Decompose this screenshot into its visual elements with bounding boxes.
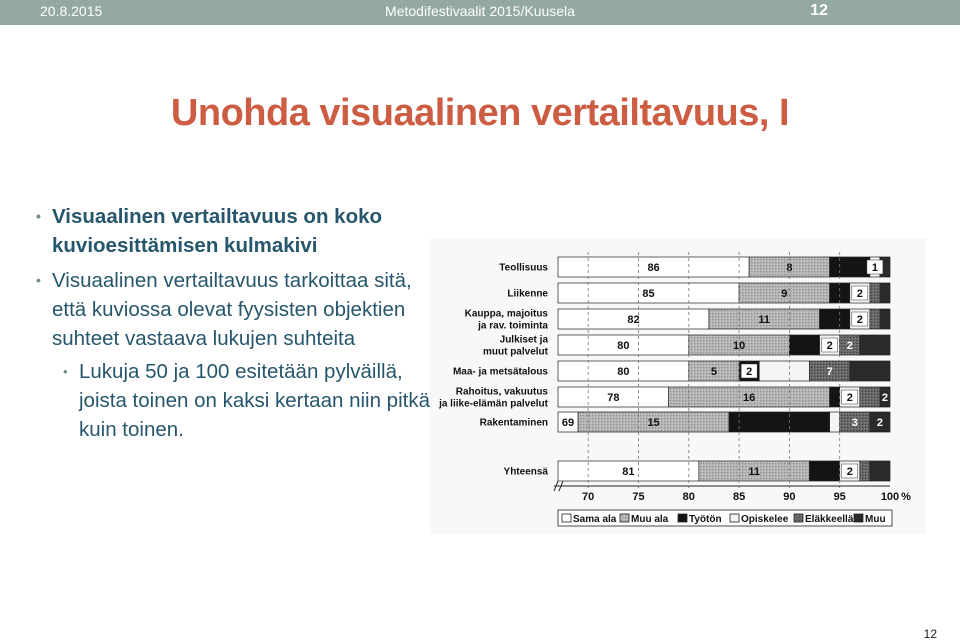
data-label: 85 — [642, 288, 655, 300]
legend-label: Eläkkeellä — [805, 514, 854, 525]
bar-segment — [830, 387, 840, 407]
page-number: 12 — [923, 627, 937, 641]
category-label: Rakentaminen — [479, 417, 548, 429]
bar-segment — [789, 335, 819, 355]
bar-segment — [830, 412, 840, 432]
data-label: 78 — [607, 392, 620, 404]
legend-swatch — [794, 514, 803, 522]
header-footer-text: Metodifestivaalit 2015/Kuusela — [385, 3, 575, 19]
data-label: 9 — [781, 288, 788, 300]
data-label: 11 — [748, 466, 761, 478]
data-label: 10 — [732, 340, 746, 352]
category-label: Teollisuus — [499, 262, 548, 274]
stacked-bar-chart — [430, 238, 926, 534]
legend-label: Muu ala — [631, 514, 669, 525]
bar-segment — [870, 461, 890, 481]
data-label: 2 — [856, 288, 863, 300]
x-tick-label: 95 — [833, 491, 846, 503]
category-label: Kauppa, majoitus ja rav. toiminta — [464, 308, 548, 332]
x-tick-label: 100 — [880, 491, 900, 503]
bullet-item: • Visuaalinen vertailtavuus tarkoittaa sitä, että kuviossa olevat fyysisten objektien suhteet vastaava lukujen suhteita — [36, 266, 436, 353]
data-label: 7 — [826, 366, 833, 378]
header-slide-number: 12 — [810, 2, 828, 19]
legend-swatch — [678, 514, 687, 522]
data-label: 2 — [846, 392, 853, 404]
data-label: 5 — [710, 366, 718, 378]
x-tick-label: 90 — [783, 491, 796, 503]
category-label: Yhteensä — [503, 466, 548, 478]
data-label: 2 — [826, 340, 833, 352]
bar-segment — [850, 361, 890, 381]
bar-segment — [870, 309, 880, 329]
bar-segment — [729, 412, 830, 432]
legend-swatch — [620, 514, 629, 522]
data-label: 69 — [561, 417, 575, 429]
category-label: Liikenne — [507, 288, 548, 300]
data-label: 80 — [617, 366, 630, 378]
data-label: 2 — [881, 392, 889, 404]
bar-segment — [759, 361, 809, 381]
data-label: 3 — [851, 417, 858, 429]
x-tick-label: 80 — [682, 491, 695, 503]
legend-swatch — [854, 514, 863, 522]
x-tick-label: 70 — [582, 491, 595, 503]
bar-segment — [860, 461, 870, 481]
data-label: 2 — [846, 466, 853, 478]
data-label: 2 — [846, 340, 853, 352]
x-tick-label: 85 — [732, 491, 746, 503]
data-label: 11 — [758, 314, 771, 326]
bar-segment — [870, 283, 880, 303]
category-label: Julkiset ja muut palvelut — [482, 334, 548, 358]
bullet-subitem: • Lukuja 50 ja 100 esitetään pylväillä, joista toinen on kaksi kertaan niin pitkä kuin toinen. — [36, 357, 436, 444]
legend-swatch — [562, 514, 571, 522]
bullet-item: • Visuaalinen vertailtavuus on koko kuvioesittämisen kulmakivi — [36, 202, 436, 260]
legend-label: Sama ala — [573, 514, 617, 525]
x-tick-label: 75 — [632, 491, 645, 503]
category-label: Maa- ja metsätalous — [452, 366, 548, 378]
data-label: 2 — [746, 366, 753, 378]
bar-segment — [820, 309, 850, 329]
header-date: 20.8.2015 — [40, 3, 103, 19]
bar-segment — [880, 309, 890, 329]
header-bar — [0, 0, 960, 25]
data-label: 15 — [647, 417, 660, 429]
bullet-list — [36, 202, 436, 444]
data-label: 82 — [627, 314, 640, 326]
data-label: 81 — [622, 466, 635, 478]
data-label: 1 — [871, 262, 878, 274]
bar-segment — [860, 335, 890, 355]
data-label: 80 — [617, 340, 630, 352]
bar-segment — [830, 257, 870, 277]
bar-segment — [810, 461, 840, 481]
data-label: 8 — [786, 262, 793, 274]
legend-label: Muu — [865, 514, 886, 525]
bar-segment — [860, 387, 880, 407]
x-unit-label: % — [901, 491, 911, 503]
legend-label: Työtön — [689, 514, 722, 525]
data-label: 86 — [647, 262, 660, 274]
slide-title: Unohda visuaalinen vertailtavuus, I — [170, 92, 790, 134]
data-label: 2 — [876, 417, 884, 429]
data-label: 2 — [856, 314, 863, 326]
bar-segment — [880, 283, 890, 303]
category-label: Rahoitus, vakuutus ja liike-elämän palvelut — [439, 386, 548, 410]
legend-label: Opiskelee — [741, 514, 789, 525]
data-label: 16 — [743, 392, 756, 404]
legend-swatch — [730, 514, 739, 522]
